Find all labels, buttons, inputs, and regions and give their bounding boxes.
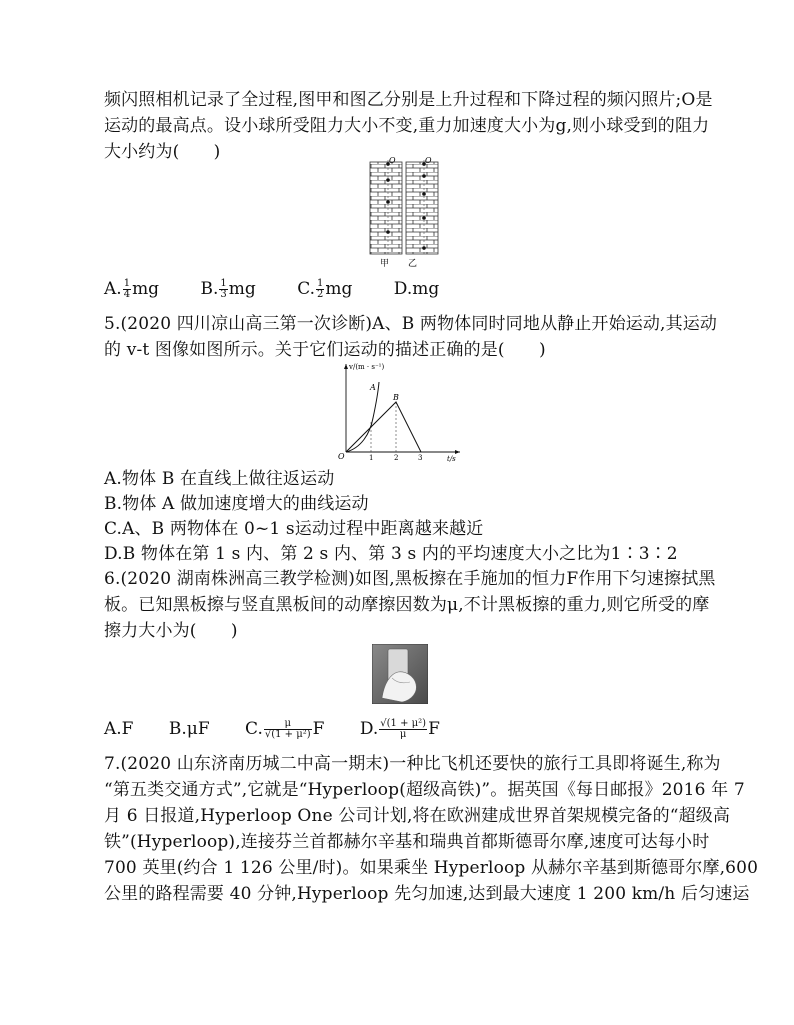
q4-text-line-3: 大小约为( ) [104, 142, 221, 162]
option-tail: mg [325, 279, 353, 299]
option-letter: B. [200, 279, 219, 299]
option-tail: F [428, 719, 440, 739]
q7-text-line-1: 7.(2020 山东济南历城二中高一期末)一种比飞机还要快的旅行工具即将诞生,称为 [104, 754, 721, 774]
label-o-right: O [425, 156, 432, 165]
q7-text-line-2: “第五类交通方式”,它就是“Hyperloop(超级高铁)”。据英国《每日邮报》2016 年 7 [104, 780, 745, 800]
fraction: $\frac{1}{3}$ [220, 278, 227, 300]
label-a: A [370, 383, 376, 392]
q4-strobe-photo-figure [368, 156, 448, 268]
q4-text-line-1: 频闪照相机记录了全过程,图甲和图乙分别是上升过程和下降过程的频闪照片;O是 [104, 90, 713, 110]
origin-label: O [338, 452, 345, 461]
q5-option-d[interactable]: D.B 物体在第 1 s 内、第 2 s 内、第 3 s 内的平均速度大小之比为1∶3∶2 [104, 544, 678, 564]
q5-text-line-1: 5.(2020 四川凉山高三第一次诊断)A、B 两物体同时同地从静止开始运动,其运动 [104, 314, 718, 334]
q4-option-d[interactable] [394, 277, 439, 301]
label-b: B [393, 393, 399, 402]
q4-text-line-2: 运动的最高点。设小球所受阻力大小不变,重力加速度大小为g,则小球受到的阻力 [104, 116, 710, 136]
q7-text-line-3: 月 6 日报道,Hyperloop One 公司计划,将在欧洲建成世界首架规模完备的“超级高 [104, 806, 731, 826]
brick-wall-left [370, 162, 402, 254]
tick-1: 1 [369, 454, 374, 462]
fraction: $\frac{\text{√(1 + μ²)}}{\mu}$ [380, 718, 427, 740]
q4-option-c[interactable] [297, 277, 352, 301]
option-letter: C. [297, 279, 315, 299]
option-tail: mg [132, 279, 160, 299]
tick-3: 3 [418, 454, 423, 462]
fraction: $\frac{\mu}{\text{√(1 + μ²)}}$ [264, 718, 311, 740]
q7-text-line-4: 铁”(Hyperloop),连接芬兰首都赫尔辛基和瑞典首都斯德哥尔摩,速度可达每小时 [104, 832, 710, 852]
option-letter: D. [393, 279, 413, 299]
q7-text-line-5: 700 英里(约合 1 126 公里/时)。如果乘坐 Hyperloop 从赫尔辛基到斯德哥尔摩,600 [104, 858, 759, 878]
brick-wall-right [406, 162, 438, 254]
q6-options [104, 717, 476, 741]
fraction: $\frac{1}{4}$ [123, 278, 131, 300]
q6-option-b[interactable]: B.μF [168, 719, 210, 739]
q5-option-a[interactable]: A.物体 B 在直线上做往返运动 [104, 469, 335, 489]
q6-eraser-photo [372, 644, 428, 704]
option-letter: C. [245, 719, 263, 739]
curve-a [346, 382, 379, 452]
option-tail: F [312, 719, 325, 739]
q7-text-line-6: 公里的路程需要 40 分钟,Hyperloop 先匀加速,达到最大速度 1 200 km/h 后匀速运 [104, 884, 750, 904]
q4-option-b[interactable] [200, 277, 255, 301]
label-jia: 甲 [380, 259, 390, 268]
fraction: $\frac{1}{2}$ [317, 278, 324, 300]
option-letter: A. [104, 279, 122, 299]
q6-text-line-2: 板。已知黑板擦与竖直黑板间的动摩擦因数为μ,不计黑板擦的重力,则它所受的摩 [104, 595, 710, 615]
q6-text-line-3: 擦力大小为( ) [104, 621, 238, 641]
q4-options [104, 277, 475, 301]
y-axis-label: v/(m · s⁻¹) [349, 363, 385, 371]
tick-2: 2 [394, 454, 399, 462]
q6-option-d[interactable] [360, 717, 440, 741]
x-axis-label: t/s [447, 455, 456, 462]
q4-option-a[interactable] [104, 277, 159, 301]
label-yi: 乙 [408, 259, 418, 268]
label-o-left: O [389, 156, 396, 165]
option-letter: D. [359, 719, 379, 739]
q6-option-c[interactable] [245, 717, 324, 741]
q5-text-line-2: 的 v-t 图像如图所示。关于它们运动的描述正确的是( ) [104, 340, 546, 360]
q5-option-b[interactable]: B.物体 A 做加速度增大的曲线运动 [104, 494, 369, 514]
option-tail: mg [412, 279, 440, 299]
line-b [346, 402, 421, 452]
option-tail: mg [228, 279, 256, 299]
q5-option-c[interactable]: C.A、B 两物体在 0~1 s运动过程中距离越来越近 [104, 519, 484, 539]
q6-text-line-1: 6.(2020 湖南株洲高三教学检测)如图,黑板擦在手施加的恒力F作用下匀速擦拭黑 [104, 569, 716, 589]
q5-vt-graph [336, 360, 464, 462]
q6-option-a[interactable]: A.F [104, 719, 134, 739]
